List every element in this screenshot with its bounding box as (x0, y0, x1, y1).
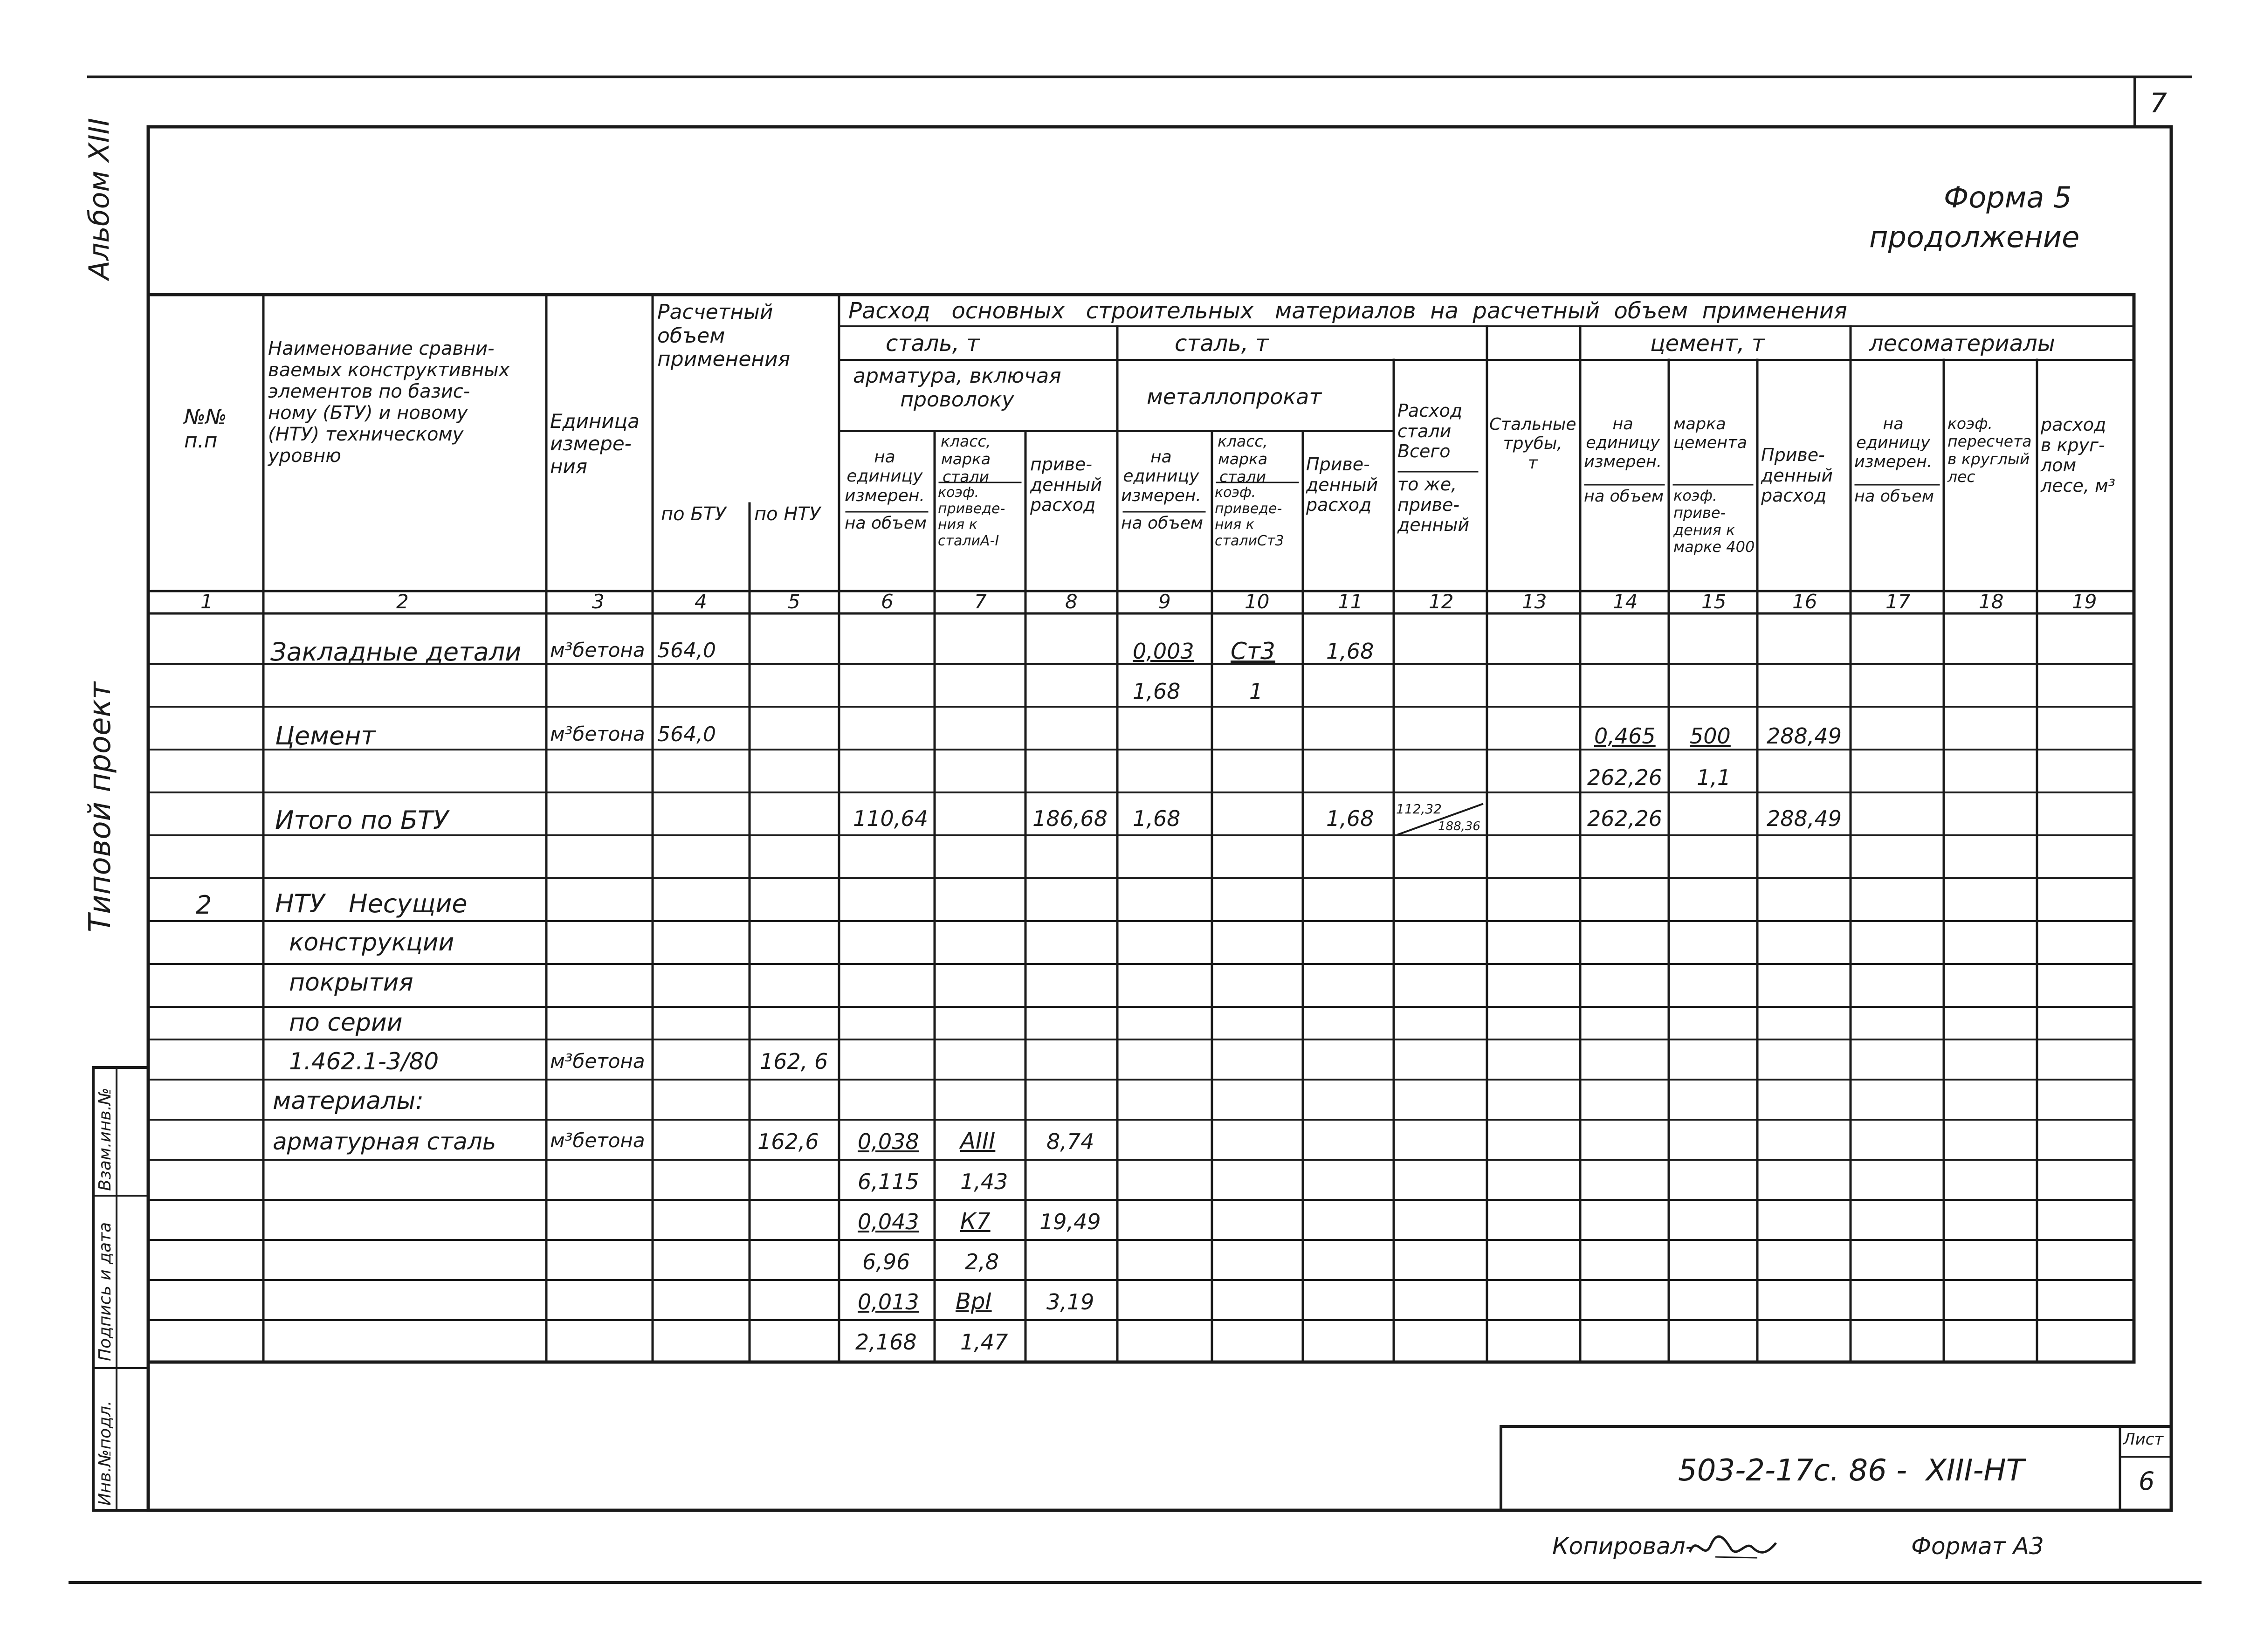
hdr-name: Наименование сравни- ваемых конструктивных элементов по базис- ному (БТУ) и новому (НТУ) техническому уровню (268, 338, 510, 467)
hdr-armature: арматура, включая проволоку (853, 364, 1061, 412)
row-a1-c7b: 1,43 (960, 1169, 1008, 1194)
sheet-number: 6 (2139, 1466, 2155, 1496)
hdr-c13: Стальные трубы, т (1489, 415, 1576, 473)
document-code: 503-2-17с. 86 - XIII-НТ (1678, 1453, 2024, 1488)
hdr-c15b: коэф. приве- дения к марке 400 (1673, 487, 1755, 556)
row-itogo-c14: 262,26 (1587, 806, 1662, 831)
hdr-c12b: то же, приве- денный (1397, 474, 1470, 536)
row-materials-label: материалы: (273, 1087, 424, 1115)
copyist-signature (1687, 1529, 1781, 1566)
row-zakl-c11: 1,68 (1326, 639, 1374, 664)
colnum-2: 2 (396, 590, 409, 613)
hdr-c14b: на объем (1584, 487, 1664, 506)
hdr-c10b: коэф. приведе- ния к сталиСт3 (1215, 484, 1284, 549)
colnum-4: 4 (695, 590, 707, 613)
colnum-6: 6 (881, 590, 894, 613)
row-cem-c16: 288,49 (1767, 723, 1842, 749)
colnum-1: 1 (200, 590, 213, 613)
colnum-19: 19 (2072, 590, 2097, 613)
form-subtitle: продолжение (1869, 220, 2080, 254)
hdr-c17a: на единицу измерен. (1854, 415, 1933, 471)
hdr-steel-1: сталь, т (886, 330, 980, 357)
format-label: Формат А3 (1911, 1533, 2044, 1560)
row-itogo-name: Итого по БТУ (275, 805, 448, 835)
hdr-vol-ntu: по НТУ (754, 503, 821, 525)
hdr-materials: Расход основных строительных материалов на расчетный объем применения (848, 298, 1847, 324)
hdr-c16: Приве- денный расход (1761, 445, 1833, 506)
row-a3-c6b: 2,168 (855, 1329, 917, 1355)
colnum-8: 8 (1065, 590, 1078, 613)
hdr-c18: коэф. пересчета в круглый лес (1947, 414, 2032, 486)
hdr-volume: Расчетный объем применения (657, 300, 791, 372)
hdr-c7b: коэф. приведе- ния к сталиА-I (938, 484, 1005, 549)
row-cem-unit: м³бетона (550, 723, 645, 745)
row-cem-vol: 564,0 (657, 723, 716, 746)
colnum-11: 11 (1338, 590, 1363, 613)
hdr-vol-btu: по БТУ (661, 503, 726, 525)
hdr-num: №№ п.п (184, 405, 227, 453)
form-title: Форма 5 (1944, 180, 2072, 214)
colnum-9: 9 (1158, 590, 1171, 613)
colnum-12: 12 (1429, 590, 1454, 613)
row-zakl-c10b: 1 (1249, 679, 1263, 704)
colnum-5: 5 (788, 590, 800, 613)
row-itogo-c12b: 188,36 (1438, 819, 1480, 833)
row-a2-c6a: 0,043 (858, 1209, 919, 1234)
colnum-17: 17 (1885, 590, 1911, 613)
row-ntu-line5: 1.462.1-3/80 (289, 1048, 439, 1075)
hdr-cement: цемент, т (1650, 330, 1765, 357)
row-cem-c14b: 262,26 (1587, 765, 1662, 790)
row-ntu-line1: НТУ Несущие (275, 889, 468, 918)
hdr-c7a: класс, марка стали (941, 432, 991, 486)
hdr-c9b: на объем (1121, 514, 1204, 533)
row-ntu-vol: 162, 6 (760, 1049, 828, 1074)
hdr-c12a: Расход стали Всего (1397, 400, 1463, 462)
row-zakl-c9b: 1,68 (1133, 679, 1181, 704)
hdr-c14a: на единицу измерен. (1584, 415, 1662, 471)
row-arm-vol: 162,6 (757, 1129, 819, 1154)
row-itogo-c8: 186,68 (1032, 806, 1108, 831)
row-itogo-c16: 288,49 (1767, 806, 1842, 831)
hdr-timber: лесоматериалы (1869, 330, 2055, 357)
copied-by-label: Копировал- (1552, 1533, 1694, 1560)
row-a2-c8: 19,49 (1039, 1209, 1101, 1234)
colnum-15: 15 (1701, 590, 1727, 613)
row-a3-c7a: ВрI (956, 1288, 992, 1315)
row-zakl-vol: 564,0 (657, 639, 716, 662)
row-cem-c14a: 0,465 (1594, 723, 1656, 749)
hdr-c9a: на единицу измерен. (1121, 447, 1201, 505)
row-ntu-unit: м³бетона (550, 1050, 645, 1073)
album-label: Альбом XIII (83, 118, 116, 280)
project-label: Типовой проект (83, 681, 117, 932)
hdr-c15a: марка цемента (1673, 415, 1748, 453)
colnum-3: 3 (592, 590, 605, 613)
hdr-c6a: на единицу измерен. (845, 447, 925, 505)
row-arm-unit: м³бетона (550, 1129, 645, 1152)
row-a2-c7b: 2,8 (965, 1249, 999, 1274)
row-a3-c7b: 1,47 (960, 1329, 1008, 1355)
stamp-sign: Подпись и дата (96, 1222, 115, 1361)
hdr-c10a: класс, марка стали (1218, 432, 1268, 486)
row-itogo-c6: 110,64 (853, 806, 928, 831)
colnum-18: 18 (1979, 590, 2004, 613)
row-cem-c15b: 1,1 (1697, 765, 1731, 790)
hdr-c8: приве- денный расход (1030, 454, 1102, 516)
sheet-label: Лист (2123, 1430, 2164, 1449)
colnum-16: 16 (1792, 590, 1817, 613)
row-a3-c6a: 0,013 (858, 1289, 919, 1315)
colnum-13: 13 (1522, 590, 1547, 613)
hdr-unit: Единица измере- ния (550, 410, 640, 478)
stamp-replace: Взам.инв.№ (96, 1088, 115, 1191)
hdr-c17b: на объем (1854, 487, 1934, 506)
page-number: 7 (2150, 87, 2167, 119)
row-ntu-num: 2 (196, 890, 212, 920)
stamp-inv: Инв.№подл. (96, 1400, 115, 1506)
row-a1-c8: 8,74 (1046, 1129, 1094, 1154)
colnum-7: 7 (974, 590, 987, 613)
hdr-steel-2: сталь, т (1175, 330, 1269, 357)
row-ntu-line2: конструкции (289, 929, 454, 957)
hdr-c6b: на объем (845, 514, 927, 533)
row-zakl-unit: м³бетона (550, 639, 645, 661)
row-ntu-line4: по серии (289, 1009, 403, 1037)
row-ntu-line3: покрытия (289, 969, 413, 997)
row-a2-c7a: К7 (960, 1208, 991, 1234)
row-cem-c15a: 500 (1690, 723, 1731, 749)
row-arm-name: арматурная сталь (273, 1128, 496, 1155)
colnum-10: 10 (1245, 590, 1270, 613)
colnum-14: 14 (1613, 590, 1638, 613)
row-cem-name: Цемент (275, 721, 376, 750)
row-itogo-c12a: 112,32 (1396, 801, 1442, 817)
row-a1-c7a: АIII (960, 1128, 996, 1154)
hdr-c19: расход в круг- лом лесе, м³ (2041, 414, 2115, 496)
row-a2-c6b: 6,96 (862, 1249, 910, 1274)
row-a1-c6b: 6,115 (858, 1169, 919, 1194)
row-zakl-c10a: Ст3 (1231, 638, 1275, 665)
row-a3-c8: 3,19 (1046, 1289, 1094, 1315)
row-zakl-c9a: 0,003 (1133, 639, 1194, 664)
hdr-metal: металлопрокат (1147, 384, 1322, 409)
hdr-c11: Приве- денный расход (1306, 454, 1378, 516)
row-zakl-name: Закладные детали (270, 637, 522, 667)
row-itogo-c11: 1,68 (1326, 806, 1374, 831)
row-itogo-c9: 1,68 (1133, 806, 1181, 831)
row-a1-c6a: 0,038 (858, 1129, 919, 1154)
